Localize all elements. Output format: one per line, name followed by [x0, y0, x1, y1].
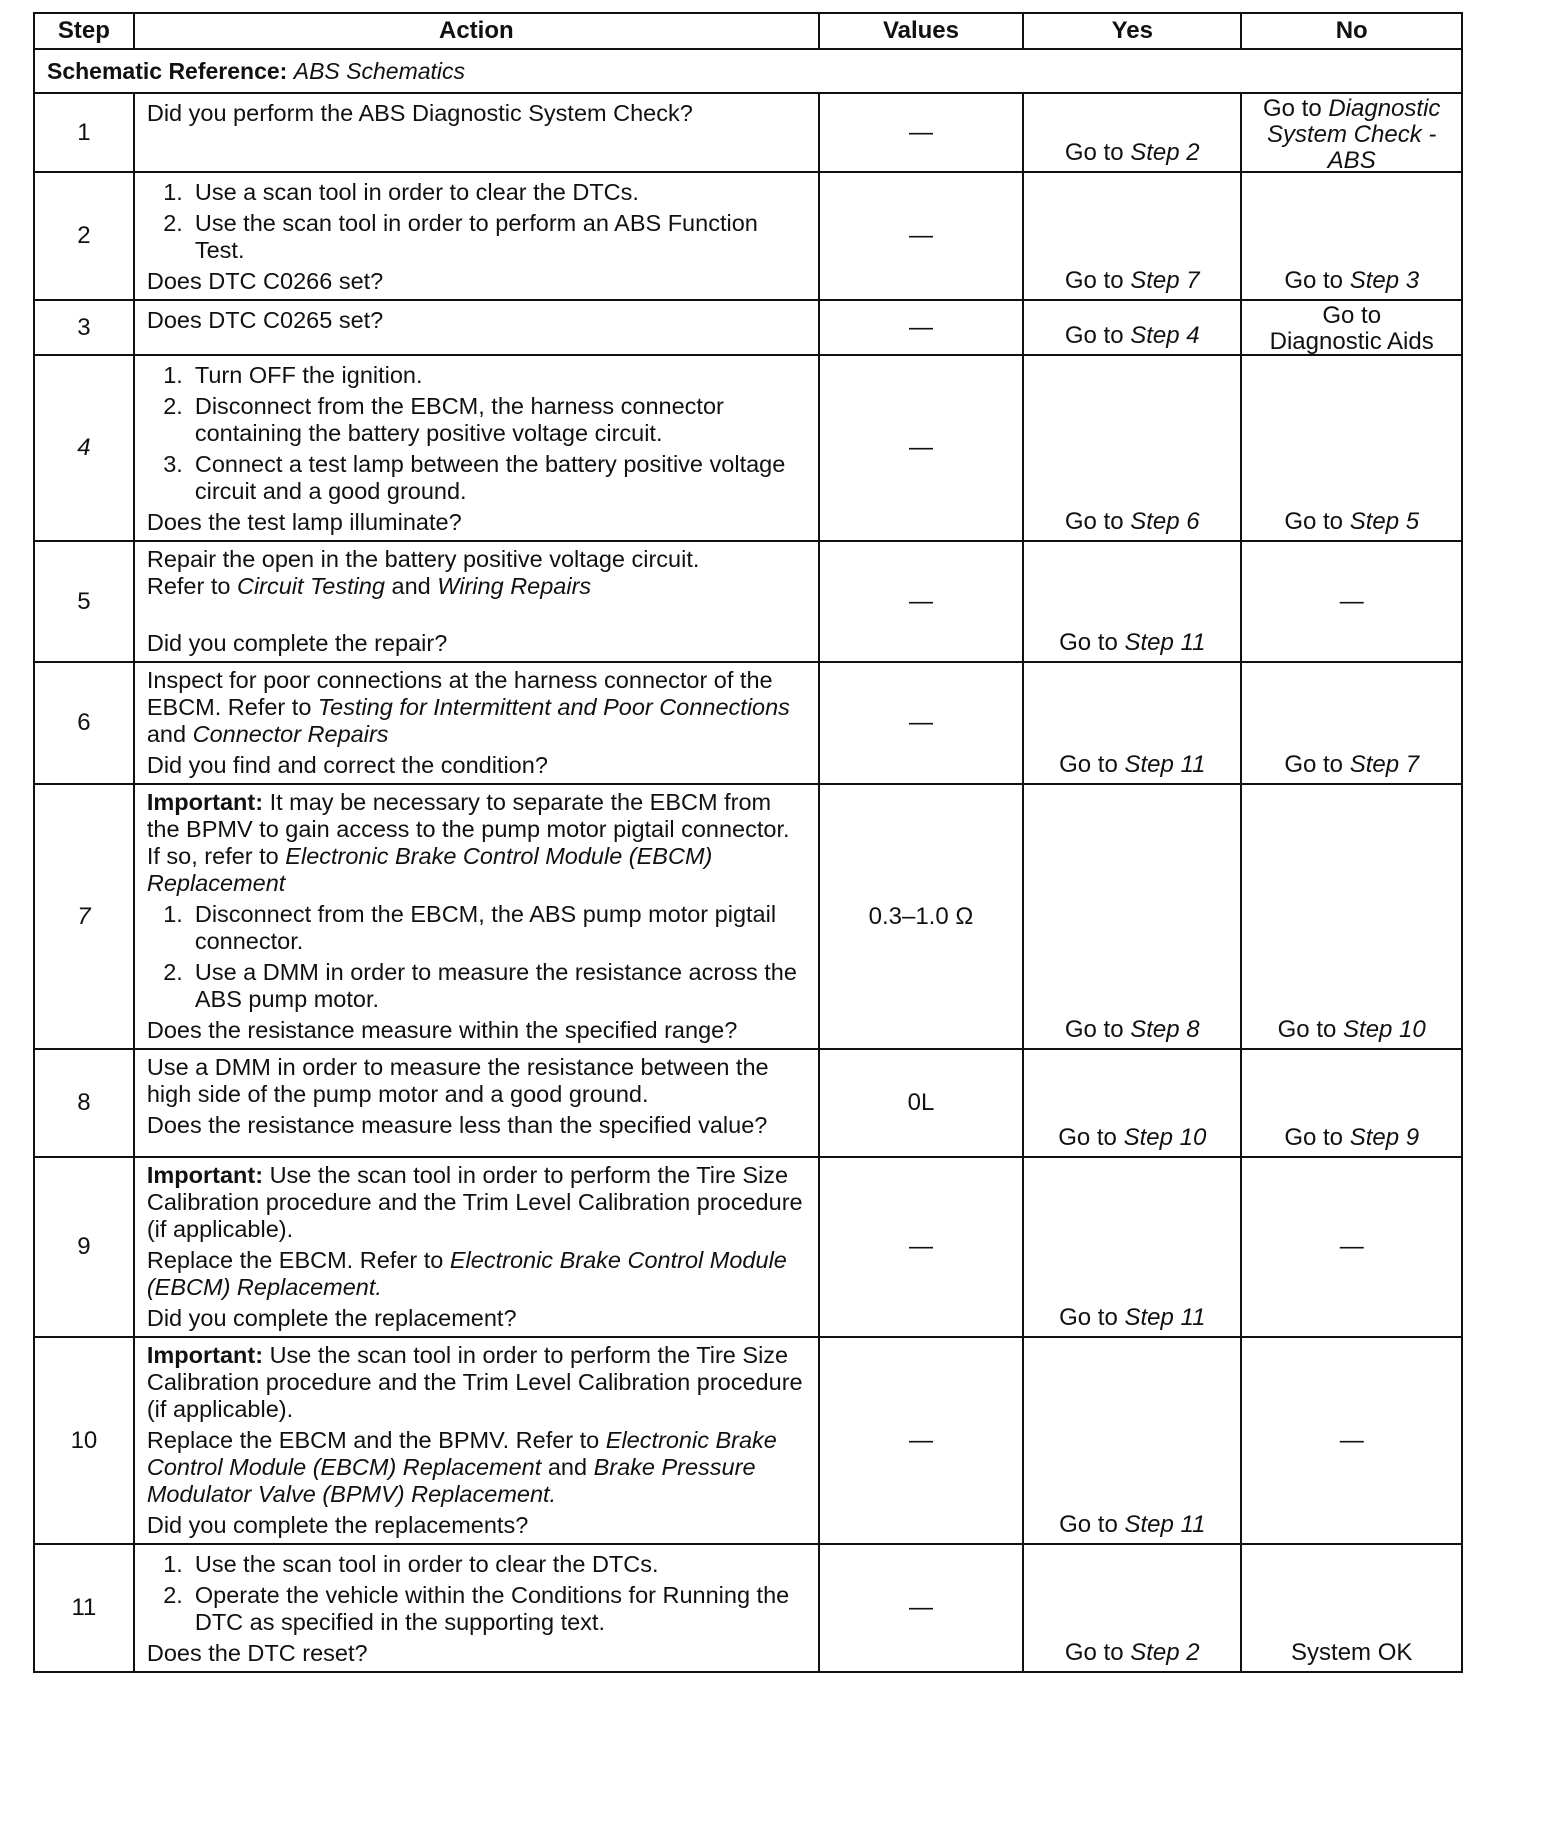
table-row: [34, 1157, 1462, 1337]
yes-cell: [1023, 541, 1241, 662]
no-cell: [1241, 93, 1462, 172]
action-cell: [134, 172, 819, 300]
yes-cell: [1023, 172, 1241, 300]
yes-prefix: Go to: [1059, 1511, 1118, 1538]
action-cell: [134, 1157, 819, 1337]
no-cell: [1241, 355, 1462, 541]
action-step-item: 3. Connect a test lamp between the battery positive voltage circuit and a good ground.: [163, 451, 786, 504]
action-step-item: 2. Operate the vehicle within the Conditions for Running the DTC as specified in the supporting text.: [163, 1582, 790, 1635]
table-row: [34, 172, 1462, 300]
action-cell: [134, 1544, 819, 1672]
no-prefix: Go to: [1284, 1124, 1344, 1151]
table-row: [34, 300, 1462, 355]
no-cell: [1241, 300, 1462, 355]
action-cell: [134, 300, 819, 355]
action-step-item: 1. Turn OFF the ignition.: [163, 362, 423, 388]
reference-link: Brake Pressure Modulator Valve (BPMV) Replacement.: [146, 1454, 756, 1507]
step-number: 10: [34, 1337, 134, 1544]
no-prefix: Go to: [1277, 1016, 1337, 1043]
reference-link: Electronic Brake Control Module (EBCM) Replacement: [146, 1427, 777, 1480]
yes-prefix: Go to: [1064, 322, 1124, 349]
action-question: Does the test lamp illuminate?: [146, 509, 462, 535]
step-number: 9: [34, 1157, 134, 1337]
schematic-reference: [34, 49, 1462, 93]
table-row: [34, 1544, 1462, 1672]
yes-prefix: Go to: [1059, 629, 1118, 656]
step-number: 6: [34, 662, 134, 784]
step-number: 5: [34, 541, 134, 662]
action-question: Did you complete the replacements?: [146, 1512, 529, 1538]
no-cell: [1241, 662, 1462, 784]
value-cell: —: [819, 1544, 1023, 1672]
action-text: Inspect for poor connections at the harness connector of the EBCM. Refer to Testing for Intermittent and Poor Connections and Connector Repairs: [146, 667, 790, 747]
action-text: Repair the open in the battery positive voltage circuit. Refer to Circuit Testing and Wiring Repairs: [146, 546, 700, 599]
yes-cell: [1023, 784, 1241, 1049]
action-cell: [134, 1049, 819, 1157]
action-question: Does DTC C0266 set?: [146, 268, 384, 294]
yes-cell: [1023, 662, 1241, 784]
step-number: 11: [34, 1544, 134, 1672]
no-target: Step 9: [1349, 1124, 1420, 1151]
yes-target: Step 11: [1124, 629, 1206, 656]
yes-target: Step 10: [1123, 1124, 1207, 1151]
yes-cell: [1023, 1337, 1241, 1544]
no-prefix: Go to: [1284, 508, 1344, 535]
no-target: Step 7: [1349, 751, 1420, 778]
table-row: [34, 93, 1462, 172]
diagnostic-table: [33, 12, 1463, 1673]
header-no: No: [1241, 13, 1462, 49]
no-target: Step 3: [1349, 267, 1420, 294]
action-cell: [134, 93, 819, 172]
action-question: Does the DTC reset?: [146, 1640, 368, 1666]
action-step-item: 2. Use the scan tool in order to perform an ABS Function Test.: [163, 210, 758, 263]
important-note: Important: Use the scan tool in order to perform the Tire Size Calibration procedure and the Trim Level Calibration procedure (if applicable).: [146, 1342, 803, 1422]
table-row: [34, 355, 1462, 541]
step-number: 8: [34, 1049, 134, 1157]
action-step-item: 2. Disconnect from the EBCM, the harness connector containing the battery positive voltage circuit.: [163, 393, 724, 446]
schematic-reference-link: ABS Schematics: [293, 57, 466, 84]
no-cell: [1241, 541, 1462, 662]
no-cell: [1241, 1337, 1462, 1544]
step-number: 7: [34, 784, 134, 1049]
yes-cell: [1023, 1544, 1241, 1672]
value-cell: —: [819, 355, 1023, 541]
action-question: Did you complete the replacement?: [146, 1305, 517, 1331]
action-text: Replace the EBCM and the BPMV. Refer to Electronic Brake Control Module (EBCM) Replacement and Brake Pressure Modulator Valve (BPMV) Replacement.: [146, 1427, 777, 1507]
action-question: Did you perform the ABS Diagnostic System Check?: [146, 100, 693, 126]
yes-target: Step 11: [1124, 1511, 1206, 1538]
yes-prefix: Go to: [1064, 139, 1124, 166]
table-row: [34, 662, 1462, 784]
important-note: Important: It may be necessary to separate the EBCM from the BPMV to gain access to the pump motor pigtail connector. If so, refer to Electronic Brake Control Module (EBCM) Replacement: [146, 789, 790, 896]
reference-link: Wiring Repairs: [437, 573, 592, 599]
header-yes: Yes: [1023, 13, 1241, 49]
no-dash: —: [1339, 1233, 1364, 1260]
value-cell: —: [819, 1337, 1023, 1544]
value-cell: —: [819, 93, 1023, 172]
yes-target: Step 8: [1130, 1016, 1200, 1043]
reference-link: Electronic Brake Control Module (EBCM) Replacement: [146, 843, 713, 896]
no-target: Diagnostic System Check - ABS: [1267, 95, 1441, 174]
yes-target: Step 7: [1130, 267, 1200, 294]
yes-cell: [1023, 93, 1241, 172]
yes-target: Step 11: [1124, 1304, 1206, 1331]
action-question: Did you find and correct the condition?: [146, 752, 548, 778]
table-row: [34, 1049, 1462, 1157]
no-cell: [1241, 1049, 1462, 1157]
action-cell: [134, 662, 819, 784]
action-step-item: 1. Disconnect from the EBCM, the ABS pump motor pigtail connector.: [163, 901, 777, 954]
step-number: 1: [34, 93, 134, 172]
no-cell: [1241, 784, 1462, 1049]
header-values: Values: [819, 13, 1023, 49]
yes-target: Step 4: [1130, 322, 1200, 349]
no-dash: —: [1339, 1426, 1364, 1454]
yes-prefix: Go to: [1059, 751, 1118, 778]
yes-target: Step 6: [1130, 508, 1200, 535]
reference-link: Electronic Brake Control Module (EBCM) Replacement.: [146, 1247, 787, 1300]
no-prefix: Go to: [1284, 751, 1344, 778]
no-cell: [1241, 1544, 1462, 1672]
important-note: Important: Use the scan tool in order to perform the Tire Size Calibration procedure and the Trim Level Calibration procedure (if applicable).: [146, 1162, 803, 1242]
header-row: [34, 13, 1462, 49]
step-number: 2: [34, 172, 134, 300]
yes-prefix: Go to: [1064, 1016, 1124, 1043]
value-cell: —: [819, 300, 1023, 355]
schematic-reference-label: Schematic Reference:: [47, 57, 288, 84]
reference-link: Connector Repairs: [192, 721, 389, 747]
yes-cell: [1023, 300, 1241, 355]
action-question: Does the resistance measure within the specified range?: [146, 1017, 738, 1043]
table-row: [34, 541, 1462, 662]
action-cell: [134, 541, 819, 662]
action-question: Does the resistance measure less than the specified value?: [146, 1112, 768, 1138]
action-steps: [147, 362, 808, 505]
action-text: Replace the EBCM. Refer to Electronic Brake Control Module (EBCM) Replacement.: [146, 1247, 787, 1300]
action-cell: [134, 784, 819, 1049]
header-action: Action: [134, 13, 819, 49]
action-step-item: 1. Use the scan tool in order to clear the DTCs.: [163, 1551, 659, 1577]
action-question: Does DTC C0265 set?: [146, 307, 384, 333]
action-steps: [147, 179, 808, 264]
action-question: Did you complete the repair?: [146, 630, 448, 656]
action-text: Use a DMM in order to measure the resistance between the high side of the pump motor and a good ground.: [146, 1054, 769, 1107]
action-cell: [134, 355, 819, 541]
reference-link: Circuit Testing: [236, 573, 385, 599]
no-dash: —: [1339, 587, 1364, 615]
yes-cell: [1023, 355, 1241, 541]
value-cell: —: [819, 172, 1023, 300]
action-step-item: 2. Use a DMM in order to measure the resistance across the ABS pump motor.: [163, 959, 797, 1012]
yes-cell: [1023, 1049, 1241, 1157]
action-steps: [147, 1551, 808, 1636]
yes-prefix: Go to: [1059, 1304, 1118, 1331]
no-cell: [1241, 1157, 1462, 1337]
action-step-item: 1. Use a scan tool in order to clear the DTCs.: [163, 179, 639, 205]
no-target: Step 5: [1349, 508, 1420, 535]
step-number: 3: [34, 300, 134, 355]
value-cell: —: [819, 541, 1023, 662]
yes-cell: [1023, 1157, 1241, 1337]
step-number: 4: [34, 355, 134, 541]
yes-prefix: Go to: [1064, 267, 1124, 294]
value-cell: —: [819, 662, 1023, 784]
yes-target: Step 2: [1130, 139, 1200, 166]
action-cell: [134, 1337, 819, 1544]
no-target: Step 10: [1343, 1016, 1426, 1043]
no-prefix: Go to: [1262, 95, 1322, 122]
no-line2: Diagnostic Aids: [1269, 328, 1434, 355]
table-row: [34, 1337, 1462, 1544]
header-step: Step: [34, 13, 134, 49]
no-cell: [1241, 172, 1462, 300]
action-steps: [147, 901, 808, 1013]
yes-target: Step 2: [1130, 1639, 1200, 1666]
yes-prefix: Go to: [1064, 1639, 1124, 1666]
schematic-reference-row: [34, 49, 1462, 93]
yes-prefix: Go to: [1064, 508, 1124, 535]
value-cell: 0.3–1.0 Ω: [819, 784, 1023, 1049]
yes-target: Step 11: [1124, 751, 1206, 778]
no-prefix: Go to: [1284, 267, 1344, 294]
value-cell: —: [819, 1157, 1023, 1337]
table-row: [34, 784, 1462, 1049]
no-line1: Go to: [1322, 302, 1382, 329]
reference-link: Testing for Intermittent and Poor Connections: [317, 694, 790, 720]
value-cell: 0L: [819, 1049, 1023, 1157]
yes-prefix: Go to: [1058, 1124, 1117, 1151]
no-result: System OK: [1291, 1639, 1413, 1666]
